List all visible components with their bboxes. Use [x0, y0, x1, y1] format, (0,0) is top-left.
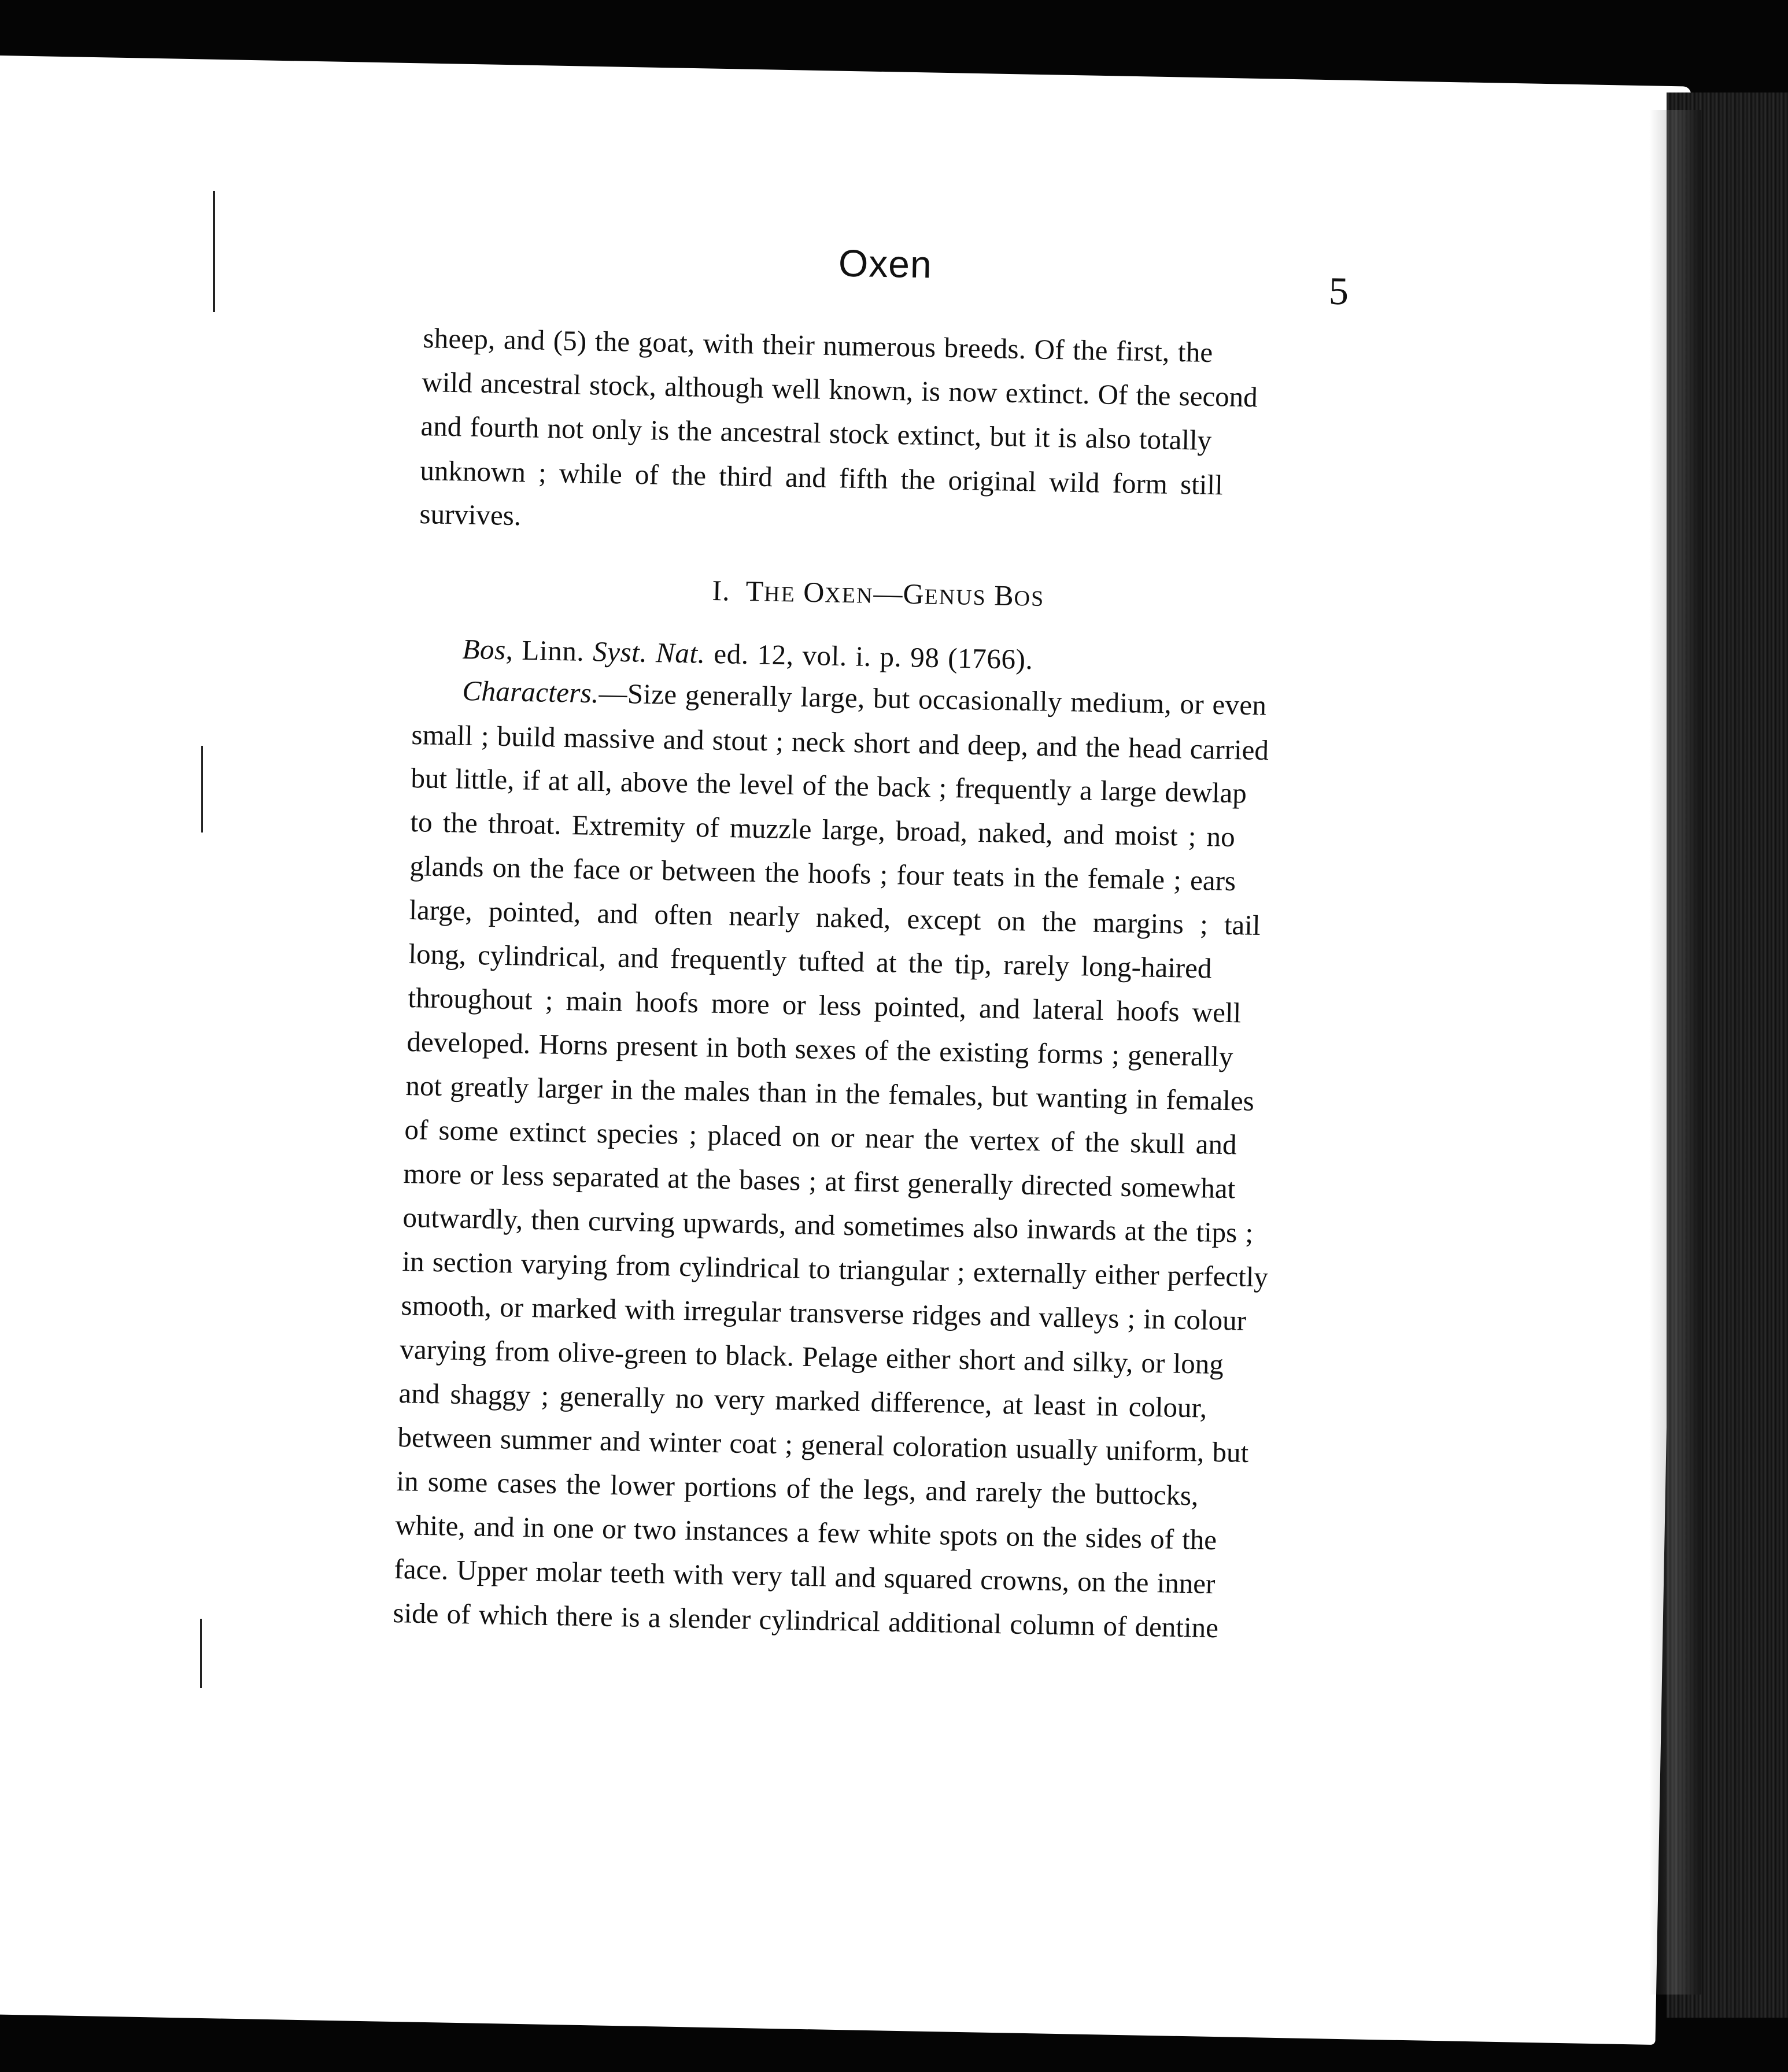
text-line: glands on the face or between the hoofs ; four teats in the female ; ears	[409, 850, 1236, 897]
text-line: small ; build massive and stout ; neck short and deep, and the head carried	[411, 719, 1269, 767]
running-title: Oxen	[838, 241, 933, 286]
heading-word: BOS	[993, 579, 1045, 612]
heading-word: THE	[745, 575, 796, 608]
text-line: varying from olive-green to black. Pelage either short and silky, or long	[400, 1333, 1224, 1381]
citation-genus: Bos	[462, 633, 507, 666]
text-line	[462, 675, 1267, 722]
text-line: sheep, and (5) the goat, with their numerous breeds. Of the first, the	[423, 322, 1213, 369]
text-line: throughout ; main hoofs more or less pointed, and lateral hoofs well	[408, 982, 1242, 1029]
section-heading	[712, 574, 1045, 613]
text-line: not greatly larger in the males than in the females, but wanting in females	[405, 1070, 1255, 1117]
text-line: more or less separated at the bases ; at first generally directed somewhat	[403, 1157, 1236, 1205]
text-line: to the throat. Extremity of muzzle large, broad, naked, and moist ; no	[410, 806, 1236, 853]
characters-label: Characters.	[462, 675, 600, 709]
page-number: 5	[1328, 268, 1349, 313]
text-line: of some extinct species ; placed on or near the vertex of the skull and	[404, 1113, 1237, 1161]
text-line: outwardly, then curving upwards, and sometimes also inwards at the tips ;	[402, 1201, 1254, 1249]
text-line: unknown ; while of the third and fifth the original wild form still	[420, 454, 1224, 501]
citation-author: , Linn.	[505, 634, 593, 668]
heading-word	[738, 575, 746, 607]
text-line: and shaggy ; generally no very marked difference, at least in colour,	[398, 1377, 1207, 1424]
text-line: smooth, or marked with irregular transverse ridges and valleys ; in colour	[401, 1289, 1247, 1337]
text-line: and fourth not only is the ancestral stock extinct, but it is also totally	[420, 410, 1212, 457]
heading-word: OXEN	[803, 575, 874, 609]
text-line: side of which there is a slender cylindrical additional column of dentine	[393, 1597, 1219, 1644]
text-line: survives.	[419, 498, 522, 532]
text-line: wild ancestral stock, although well known, is now extinct. Of the second	[422, 366, 1258, 413]
text-line: developed. Horns present in both sexes of the existing forms ; generally	[407, 1026, 1233, 1073]
heading-word: GENUS	[903, 577, 987, 610]
text-line: in some cases the lower portions of the legs, and rarely the buttocks,	[396, 1465, 1199, 1512]
text-line: in section varying from cylindrical to triangular ; externally either perfectly	[402, 1245, 1269, 1293]
text-line: face. Upper molar teeth with very tall and squared crowns, on the inner	[394, 1553, 1216, 1600]
text-line: between summer and winter coat ; general coloration usually uniform, but	[397, 1421, 1249, 1468]
citation-rest: ed. 12, vol. i. p. 98 (1766).	[705, 637, 1033, 676]
characters-first-line: —Size generally large, but occasionally medium, or even	[599, 677, 1267, 722]
section-number: I.	[712, 574, 731, 607]
text-line: large, pointed, and often nearly naked, except on the margins ; tail	[409, 894, 1261, 941]
citation-line	[462, 635, 1033, 674]
heading-dash: —	[873, 576, 904, 610]
citation-work: Syst. Nat.	[592, 635, 706, 669]
text-line: but little, if at all, above the level of the back ; frequently a large dewlap	[411, 762, 1247, 809]
text-line: white, and in one or two instances a few white spots on the sides of the	[395, 1509, 1217, 1556]
text-line: long, cylindrical, and frequently tufted at the tip, rarely long-haired	[408, 938, 1212, 985]
